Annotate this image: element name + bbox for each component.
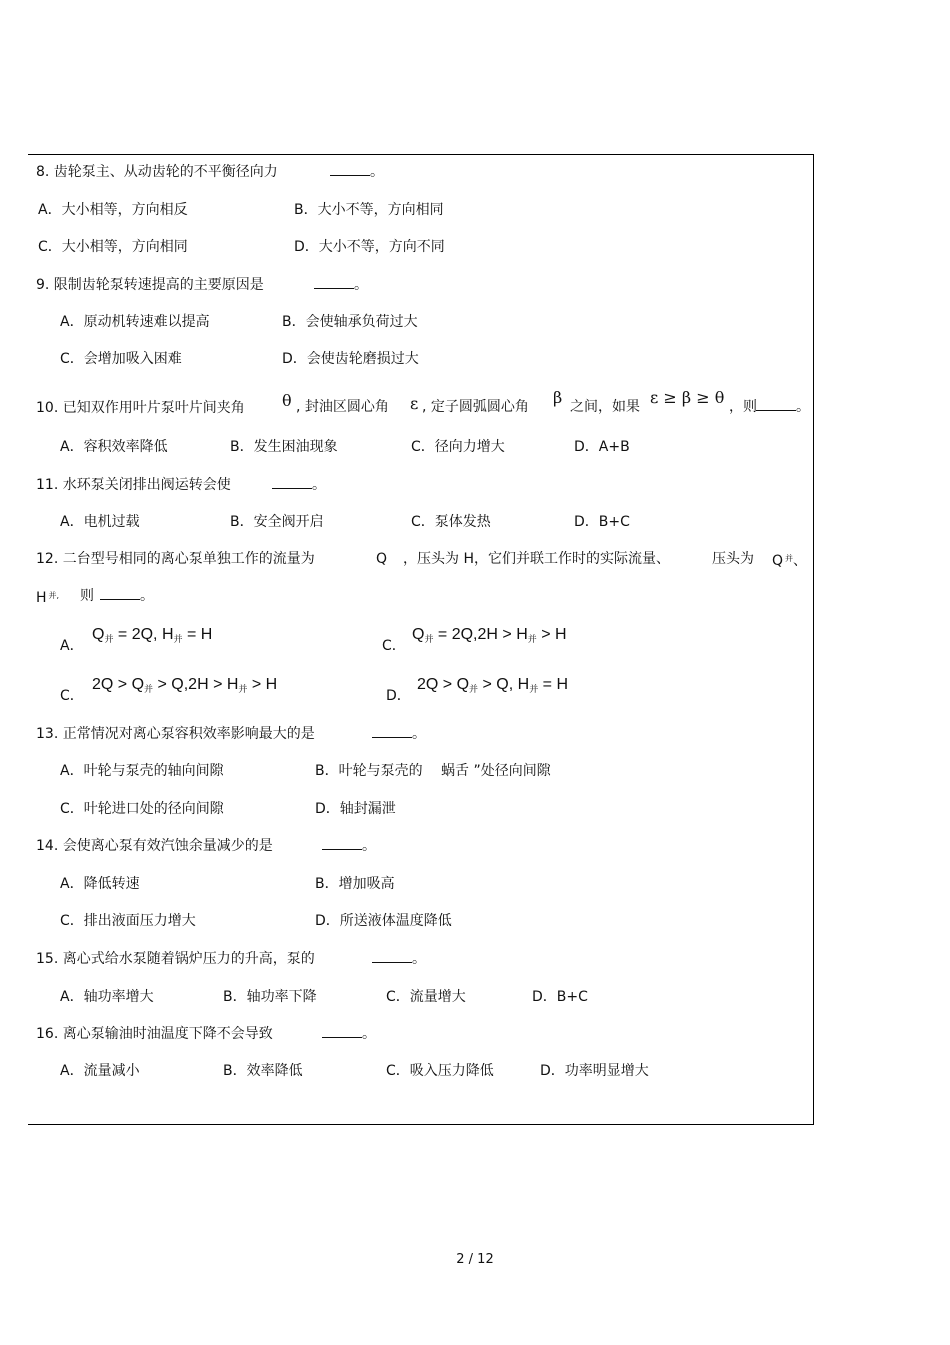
blank-line: [314, 276, 354, 289]
question-text: 则: [80, 588, 94, 604]
option-b-label: C．: [382, 638, 406, 654]
question-14: 14. 会使离心泵有效汽蚀余量减少的是: [36, 838, 273, 854]
option-a-formula: $Q_并 = 2Q$, $H_并 = H$: [92, 626, 213, 644]
answer-blank: [330, 163, 384, 181]
blank-line: [272, 476, 312, 489]
question-15: 15. 离心式给水泵随着锅炉压力的升高，泵的: [36, 951, 315, 967]
option-b-formula: $Q_并 = 2Q,2H > H_并 > H$: [412, 626, 567, 644]
option-a: A．降低转速: [60, 876, 140, 892]
blank-line: [372, 725, 412, 738]
option-d: D．大小不等，方向不同: [294, 239, 445, 255]
answer-blank: [314, 276, 368, 294]
option-b: B．效率降低: [223, 1063, 303, 1079]
blank-line: [372, 950, 412, 963]
option-c: C．径向力增大: [411, 439, 505, 455]
option-d-formula: $2Q > Q_并 > Q$, $H_并 = H$: [417, 676, 568, 694]
option-b: B．大小不等，方向相同: [294, 202, 444, 218]
frame-bottom-border: [28, 1124, 814, 1125]
period: 。: [796, 399, 810, 415]
option-d: D．B+C: [532, 989, 588, 1005]
question-13: 13. 正常情况对离心泵容积效率影响最大的是: [36, 726, 315, 742]
period: 。: [362, 838, 376, 854]
period: 。: [412, 726, 426, 742]
option-c: C．泵体发热: [411, 514, 491, 530]
beta-symbol: β: [553, 388, 563, 407]
option-b: B．轴功率下降: [223, 989, 317, 1005]
option-c-formula: $2Q > Q_并 > Q,2H > H_并 > H$: [92, 676, 278, 694]
question-stem: 8. 齿轮泵主、从动齿轮的不平衡径向力: [36, 164, 278, 180]
option-d: D．轴封漏泄: [315, 801, 396, 817]
question-text: 之间，如果: [570, 399, 640, 415]
option-c-label: C．: [60, 688, 84, 704]
option-d-label: D．: [386, 688, 411, 704]
epsilon-symbol: ε: [410, 394, 419, 413]
option-b: B．叶轮与泵壳的 蜗舌 ”处径向间隙: [315, 763, 551, 779]
option-b: B．增加吸高: [315, 876, 395, 892]
option-d: D．A+B: [574, 439, 630, 455]
option-a: A．原动机转速难以提高: [60, 314, 210, 330]
answer-blank: [272, 476, 326, 494]
frame-top-border: [28, 154, 814, 155]
blank-line: [756, 398, 796, 411]
question-12: 12. 二台型号相同的离心泵单独工作的流量为: [36, 551, 315, 567]
page-number: 2 / 12: [456, 1252, 494, 1267]
symbol-q-parallel: Q $^并$、: [772, 553, 808, 569]
blank-line: [322, 1025, 362, 1038]
period: 。: [140, 588, 154, 604]
symbol-h-parallel: H $^{并,}$: [36, 590, 60, 606]
option-a: A．电机过载: [60, 514, 140, 530]
option-c: C．流量增大: [386, 989, 466, 1005]
option-c: C．吸入压力降低: [386, 1063, 494, 1079]
option-b: B．发生困油现象: [230, 439, 338, 455]
option-c: C．叶轮进口处的径向间隙: [60, 801, 224, 817]
question-10: 10. 已知双作用叶片泵叶片间夹角: [36, 400, 245, 416]
option-a: A．流量减小: [60, 1063, 140, 1079]
option-b: B．会使轴承负荷过大: [282, 314, 418, 330]
answer-blank: [322, 1025, 376, 1043]
period: 。: [370, 164, 384, 180]
period: 。: [362, 1026, 376, 1042]
question-text: 压头为: [712, 551, 754, 567]
question-text: ，则: [729, 399, 757, 415]
option-c: C．会增加吸入困难: [60, 351, 182, 367]
theta-symbol: θ: [282, 391, 292, 410]
option-d: D．会使齿轮磨损过大: [282, 351, 419, 367]
question-text: , 封油区圆心角: [296, 399, 389, 415]
inequality-condition: ε ≥ β ≥ θ: [650, 388, 725, 407]
answer-blank: [372, 950, 426, 968]
question-8: [36, 163, 278, 181]
answer-blank: [756, 398, 810, 416]
option-d: D．功率明显增大: [540, 1063, 649, 1079]
option-a: A．大小相等，方向相反: [38, 202, 188, 218]
option-a: A．容积效率降低: [60, 439, 168, 455]
period: 。: [312, 477, 326, 493]
question-text: , 定子圆弧圆心角: [422, 399, 529, 415]
option-d: D．所送液体温度降低: [315, 913, 452, 929]
option-b: B．安全阀开启: [230, 514, 324, 530]
question-9: 9. 限制齿轮泵转速提高的主要原因是: [36, 277, 264, 293]
option-c: C．大小相等，方向相同: [38, 239, 188, 255]
answer-blank: [372, 725, 426, 743]
answer-blank: [100, 587, 154, 605]
period: 。: [412, 951, 426, 967]
blank-line: [330, 163, 370, 176]
option-d: D．B+C: [574, 514, 630, 530]
answer-blank: [322, 837, 376, 855]
option-a: A．叶轮与泵壳的轴向间隙: [60, 763, 224, 779]
frame-right-border: [813, 154, 814, 1125]
option-a: A．轴功率增大: [60, 989, 154, 1005]
option-c: C．排出液面压力增大: [60, 913, 196, 929]
symbol-q: Q: [376, 551, 388, 567]
blank-line: [100, 587, 140, 600]
question-16: 16. 离心泵输油时油温度下降不会导致: [36, 1026, 273, 1042]
blank-line: [322, 837, 362, 850]
period: 。: [354, 277, 368, 293]
option-a-label: A．: [60, 638, 84, 654]
question-11: 11. 水环泵关闭排出阀运转会使: [36, 477, 231, 493]
question-text: ，压头为 H，它们并联工作时的实际流量、: [403, 551, 670, 567]
